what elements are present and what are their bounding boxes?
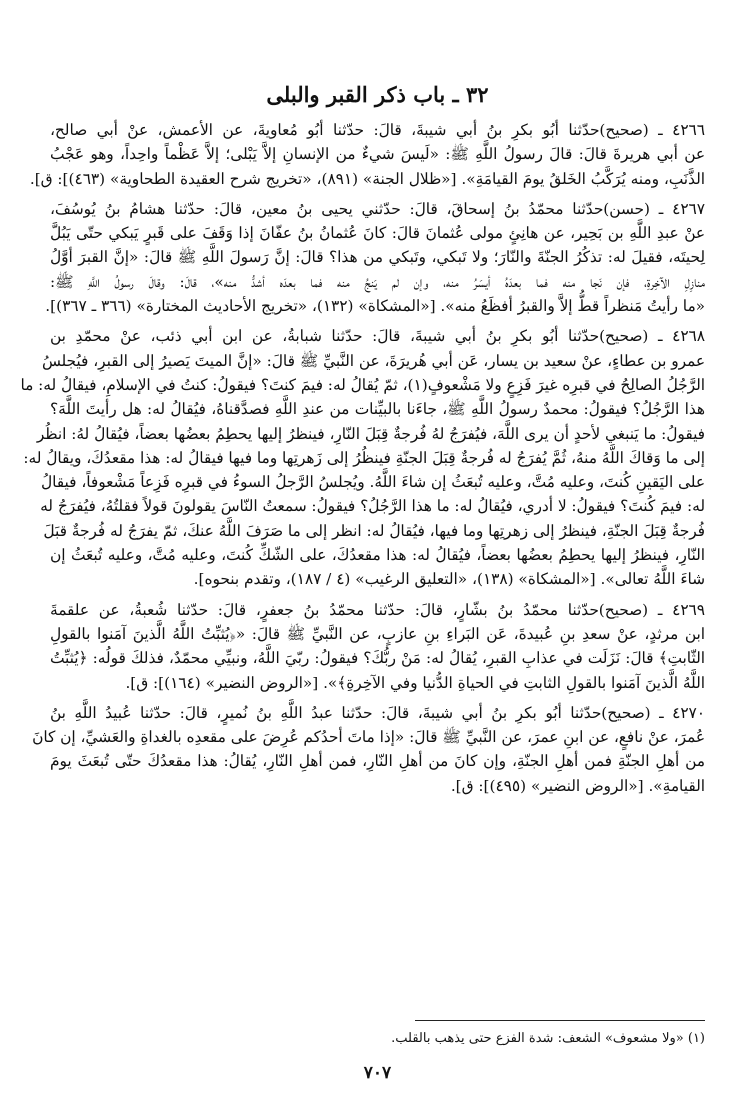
hadith-4266 (29, 118, 705, 191)
text-line: من أهلِ الجنّةِ فمن أهلِ الجنّةِ، وإن كانَ من أهلِ النّارِ، فمن أهلِ النّارِ، يُقالُ: هذا مقعدُكَ حتّى تُبعَثَ يومَ (50, 752, 705, 771)
chapter-title: ٣٢ ـ باب ذكر القبر والبلى (266, 82, 489, 107)
text-line: فيقولُ: ما يَنبغي لأحدٍ أن يرى اللَّهَ، فيُفرَجُ لهُ فُرجةٌ قِبَلَ النّارِ، فينظرُ إليها يحطِمُ بعضُها بعضاً، فيُقالُ لهُ: انظُر (36, 424, 705, 443)
text-line: القيامةِ». [«الروض النضير» (٤٩٥)]: ق]. (450, 776, 705, 795)
text-line: لِحيتَه، فقيلَ له: تذكُرُ الجنّةَ والنّارَ؛ ولا تَبكي، وتَبكي من هذا؟ قالَ: إنَّ رَسولَ اللَّهِ ﷺ قالَ: «إنَّ القبرَ أوَّلُ (50, 248, 705, 267)
hadith-4267 (45, 197, 705, 318)
text-line: شاءَ اللَّهُ تعالى». [«المشكاة» (١٣٨)، «التعليق الرغيب» (٤ / ١٨٧)، وتقدم بنحوه]. (193, 570, 705, 589)
text-line: النّارِ، فينظرُ إليها يحطِمُ بعضُها بعضاً، فيُقالُ له: هذا مقعدُكَ، على الشّكِّ كُنتَ، وعليه مُتَّ، وعليه تُبعَثُ إن (50, 546, 705, 565)
text-line: إلى ما وَقاكَ اللَّهُ منهُ، ثُمَّ يُفرَجُ له فُرجةٌ قِبَلَ الجنّةِ فينظُرُ إلى زَهرتِها وما فيها فيقالُ له: هذا مقعدُكَ، ويقالُ له: (23, 448, 705, 467)
text-line: ٤٢٦٩ ـ (صحيح)حدّثنا محمّدُ بنُ بشّارٍ، قالَ: حدّثنا محمّدُ بنُ جعفرٍ، قالَ: حدّثنا شُعبةُ، عن علقمةَ (50, 600, 705, 619)
text-line: ابن مرثدٍ، عنْ سعدِ بنِ عُبيدةَ، عَن البَراءِ بنِ عازبٍ، عن النَّبيِّ ﷺ قالَ: «﴿يُثبِّتُ اللَّهُ الَّذينَ آمَنوا بالقولِ (50, 624, 705, 643)
text-line: الذَّنَبِ، ومنه يُرَكَّبُ الخَلقُ يومَ القيامَةِ». [«ظلال الجنة» (٨٩١)، «تخريج شرح العقيدة الطحاوية» (٤٦٣)]: ق]. (29, 169, 705, 188)
text-line: عمرو بن عطاءٍ، عنْ سعيد بن يسار، عَن أبي هُريرَةَ، عن النَّبيِّ ﷺ قالَ: «إنَّ الميتَ يَصيرُ إلى القبرِ، فيُجلسُ (41, 351, 705, 370)
text-line: عن أبي هريرةَ قالَ: قالَ رسولُ اللَّهِ ﷺ: «لَيسَ شيءٌ من الإنسانِ إلاَّ يَبْلى؛ إلاَّ عَظْماً واحِداً، وهو عَجْبُ (50, 145, 705, 164)
hadith-4268 (20, 324, 705, 591)
text-line: ٤٢٦٦ ـ (صحيح)حدّثنا أبُو بكرِ بنُ أبي شيبةَ، قالَ: حدّثنا أبُو مُعاويةَ، عن الأعمش، عنْ أبي صالح، (50, 121, 705, 139)
footnote: (١) «ولا مشعوف» الشعف: شدة الفزع حتى يذهب بالقلب. (391, 1031, 705, 1046)
hadith-body (20, 118, 705, 804)
text-line: على اليَقينِ كُنتَ، وعليه مُتَّ، وعليه تُبعَثُ إن شاءَ اللَّهُ. ويُجلسُ الرَّجلُ السوءُ في قبرِه فَزِعاً مَشْعوفاً، فيقالُ (41, 473, 705, 492)
text-line: الثّابتِ﴾ قالَ: نَزَلَت في عذابِ القبرِ، يُقالُ له: مَنْ ربُّكَ؟ فيقولُ: ربّيَ اللَّهُ، ونبيِّي محمّدٌ، فذلكَ قولُه: ﴿يُثبِّتُ (50, 649, 705, 668)
text-line: اللَّهُ الَّذينَ آمَنوا بالقولِ الثابتِ في الحياةِ الدُّنيا وفي الآخِرةِ﴾». [«الروض النضير» (١٦٤)]: ق]. (125, 673, 705, 692)
text-line: هذا الرَّجُلُ؟ فيقولُ: محمدٌ رسولُ اللَّهِ ﷺ، جاءَنا بالبيِّنات من عندِ اللَّهِ فصدَّقناهُ، فيُقالُ له: هل رأيتَ اللَّهَ؟ (50, 400, 705, 419)
text-line: ٤٢٦٧ ـ (حسن)حدّثنا محمّدُ بنُ إسحاقَ، قالَ: حدّثني يحيى بنُ معين، قالَ: حدّثنا هشامُ بنُ يُوسُفَ، (50, 199, 705, 218)
text-line: «ما رأيتُ مَنظراً قطُّ إلاَّ والقبرُ أفظَعُ منه». [«المشكاة» (١٣٢)، «تخريج الأحاديث المختارة» (٣٦٦ ـ ٣٦٧)]. (45, 297, 705, 316)
text-line: فُرجةٌ قِبَلَ الجنّةِ، فينظرُ إلى زهرتِها وما فيها، فيُقالُ له: انظر إلى ما صَرَفَ اللَّهُ عنكَ، ثمّ يفرَجُ له فُرجةٌ قبَلَ (43, 521, 705, 540)
text-line: منازِلِ الآخِرةِ، فإن نَجا منه فما بعدَهُ أيسَرُ منه، وإن لم يَنجُ منه فما بعدَه أشدُّ منه»، قالَ: وقالَ رسولُ اللَّهِ ﷺ: (50, 272, 705, 291)
footnote-divider (415, 1020, 705, 1021)
hadith-4270 (32, 701, 705, 798)
page-number: ٧٠٧ (363, 1063, 392, 1083)
text-line: ٤٢٦٨ ـ (صحيح)حدّثنا أبُو بكرِ بنُ أبي شيبةَ، قالَ: حدّثنا شبابةُ، عن ابن أبي ذئب، عنْ محمّدِ بن (50, 327, 705, 346)
text-line: ٤٢٧٠ ـ (صحيح)حدّثنا أبُو بكرِ بنُ أبي شيبةَ، قالَ: حدّثنا عبدُ اللَّهِ بنُ نُميرٍ، قالَ: حدّثنا عُبيدُ اللَّهِ بنُ (50, 703, 705, 722)
text-line: الرَّجُلُ الصالِحُ في قبرِه غيرَ فَزِعٍ ولا مَشْعوفٍ(١)، ثمّ يُقالُ له: فيمَ كنتَ؟ فيقولُ: كنتُ في الإسلامِ، فيقالُ له: ما (20, 375, 705, 394)
hadith-4269 (50, 598, 705, 695)
text-line: عنْ عبدِ اللَّهِ بن بَحِير، عن هانِئٍ مولى عُثمانَ قالَ: كانَ عُثمانُ بنُ عفّانَ إذا وَقَفَ على قَبرٍ يَبكي حتّى يَبُلَّ (50, 224, 705, 243)
text-line: له: فيمَ كُنتَ؟ فيقولُ: لا أدري، فيُقالُ له: ما هذا الرَّجُلُ؟ فيقولُ: سمعتُ النّاسَ يقولونَ قولاً فقلتُهُ، فيُفرَجُ له (40, 497, 705, 516)
text-line: عُمرَ، عنْ نافعٍ، عن ابنِ عمرَ، عن النَّبيِّ ﷺ قالَ: «إذا ماتَ أحدُكم عُرِضَ على مقعدِه بالغداةِ والعَشيِّ، إن كانَ (32, 728, 705, 747)
